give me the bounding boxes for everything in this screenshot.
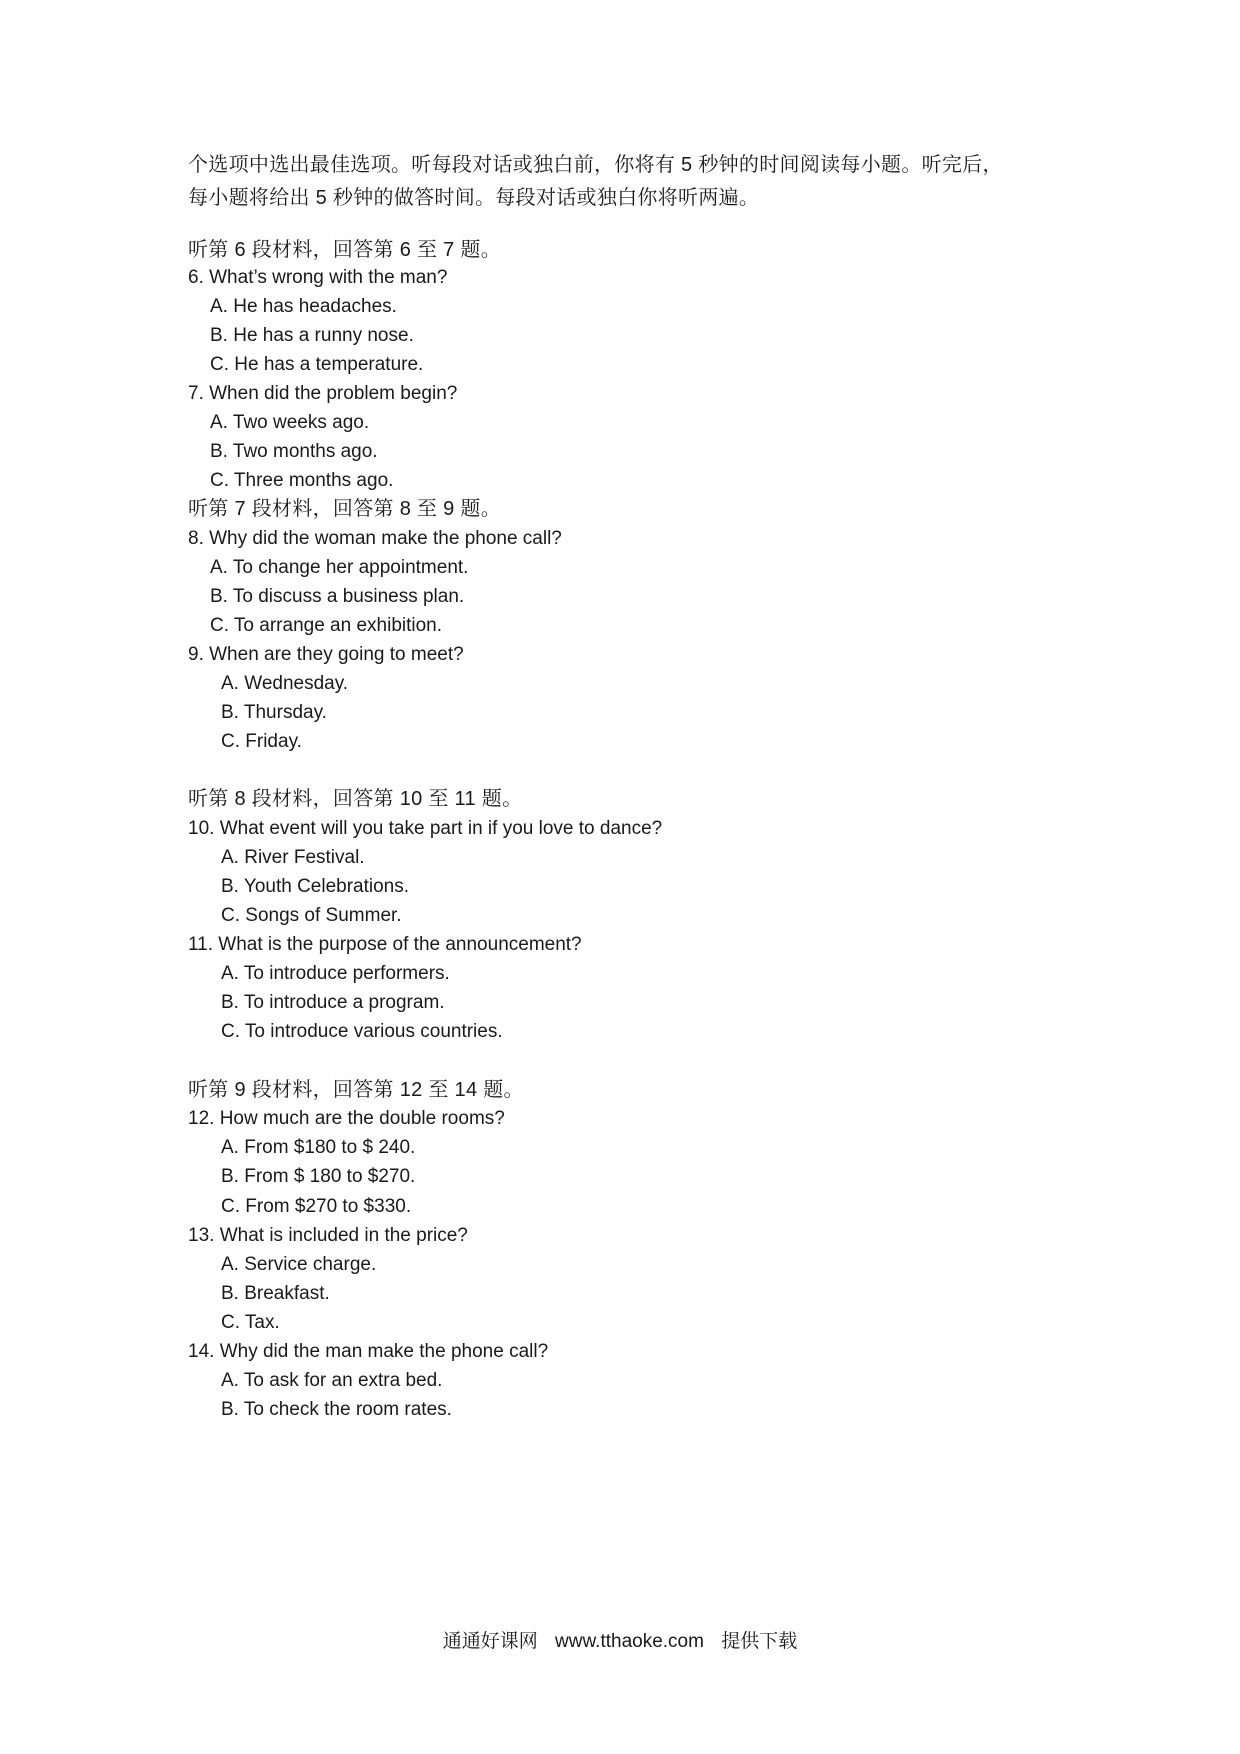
question-11-option-c: C. To introduce various countries.: [221, 1021, 503, 1042]
question-13: 13. What is included in the price?: [188, 1225, 468, 1246]
question-10: 10. What event will you take part in if you love to dance?: [188, 818, 663, 839]
question-9: 9. When are they going to meet?: [188, 644, 464, 665]
question-11-option-b: B. To introduce a program.: [221, 992, 445, 1013]
page-footer: [0, 1626, 1240, 1653]
question-6-option-c: C. He has a temperature.: [210, 354, 424, 375]
footer-note: 提供下载: [721, 1631, 798, 1652]
intro-line-2: 每小题将给出 5 秒钟的做答时间。每段对话或独白你将听两遍。: [188, 187, 760, 209]
question-13-option-a: A. Service charge.: [221, 1254, 377, 1275]
footer-url-link[interactable]: www.tthaoke.com: [555, 1631, 704, 1652]
question-12-option-a: A. From $180 to $ 240.: [221, 1137, 416, 1158]
question-10-option-c: C. Songs of Summer.: [221, 905, 402, 926]
question-13-option-b: B. Breakfast.: [221, 1283, 330, 1304]
intro-line-1: 个选项中选出最佳选项。听每段对话或独白前，你将有 5 秒钟的时间阅读每小题。听完后，: [188, 154, 1003, 176]
question-6: 6. What’s wrong with the man?: [188, 267, 448, 288]
section-heading: 听第 8 段材料，回答第 10 至 11 题。: [188, 788, 523, 810]
question-12-option-b: B. From $ 180 to $270.: [221, 1166, 416, 1187]
question-9-option-a: A. Wednesday.: [221, 673, 349, 694]
footer-site-name: 通通好课网: [442, 1631, 538, 1652]
question-12: 12. How much are the double rooms?: [188, 1108, 505, 1129]
question-7-option-b: B. Two months ago.: [210, 441, 378, 462]
question-8: 8. Why did the woman make the phone call?: [188, 528, 562, 549]
question-13-option-c: C. Tax.: [221, 1312, 280, 1333]
question-7-option-a: A. Two weeks ago.: [210, 412, 370, 433]
question-8-option-a: A. To change her appointment.: [210, 557, 469, 578]
question-14-option-b: B. To check the room rates.: [221, 1399, 452, 1420]
question-10-option-b: B. Youth Celebrations.: [221, 876, 410, 897]
section-heading: 听第 7 段材料，回答第 8 至 9 题。: [188, 498, 502, 520]
section-heading: 听第 9 段材料，回答第 12 至 14 题。: [188, 1079, 524, 1101]
question-12-option-c: C. From $270 to $330.: [221, 1196, 412, 1217]
section-heading: 听第 6 段材料，回答第 6 至 7 题。: [188, 239, 502, 261]
question-8-option-c: C. To arrange an exhibition.: [210, 615, 443, 636]
question-6-option-b: B. He has a runny nose.: [210, 325, 414, 346]
question-11-option-a: A. To introduce performers.: [221, 963, 450, 984]
question-9-option-c: C. Friday.: [221, 731, 302, 752]
question-7: 7. When did the problem begin?: [188, 383, 458, 404]
question-7-option-c: C. Three months ago.: [210, 470, 394, 491]
question-14-option-a: A. To ask for an extra bed.: [221, 1370, 443, 1391]
question-8-option-b: B. To discuss a business plan.: [210, 586, 465, 607]
question-10-option-a: A. River Festival.: [221, 847, 365, 868]
question-6-option-a: A. He has headaches.: [210, 296, 397, 317]
question-9-option-b: B. Thursday.: [221, 702, 327, 723]
question-14: 14. Why did the man make the phone call?: [188, 1341, 549, 1362]
question-11: 11. What is the purpose of the announcement?: [188, 934, 582, 955]
